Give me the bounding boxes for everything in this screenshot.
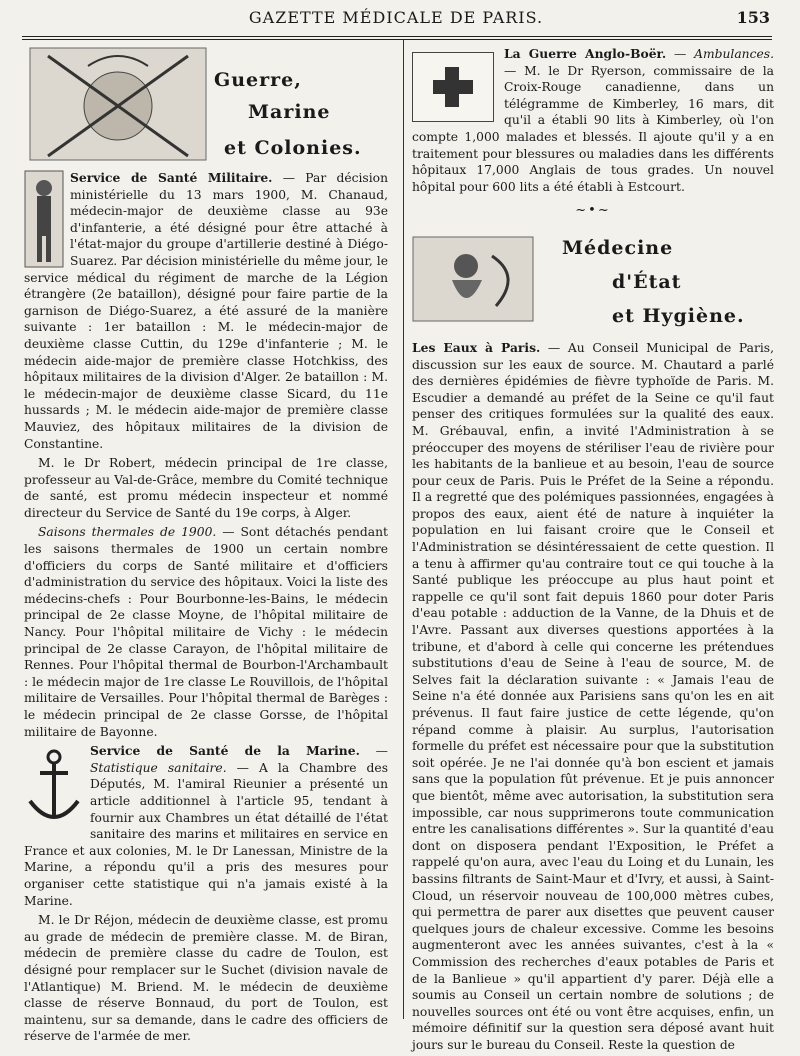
section-title-line1: Guerre, (214, 69, 302, 91)
paragraph-text: — Sont détachés pendant les saisons thermales de 1900 un certain nombre d'officiers du corps de Santé militaire et d'officiers d'administration du service des hôpitaux. Voici la liste des médecins-chefs : Pour Bourbonne-les-Bains, le médecin principal de 2e classe Moyne, de l'hôpital militaire de Nancy. Pour l'hôpital militaire de Vichy : le médecin principal de 2e classe Carayon, de l'hôpital militaire de Rennes. Pour l'hôpital thermal de Bourbon-l'Archambault : le médecin major de 1re classe Le Rouvillois, de l'hôpital militaire de Versailles. Pour l'hôpital thermal de Barèges : le médecin principal de 2e classe Gorsse, de l'hôpital militaire de Bayonne. (24, 525, 388, 739)
soldier-drop-illustration (24, 170, 64, 268)
hygieia-illustration (412, 236, 534, 322)
page-number: 153 (736, 8, 770, 27)
running-header (22, 8, 770, 34)
paragraph-eaux-paris (412, 340, 774, 1054)
section-heading-military (24, 46, 388, 164)
paragraph-heading: Service de Santé de la Marine. (90, 743, 360, 759)
header-rule (22, 36, 772, 40)
paragraph-rejon: M. le Dr Réjon, médecin de deuxième classe, est promu au grade de médecin de première classe. M. de Biran, médecin de première classe du cadre de Toulon, est désigné pour remplacer sur le Suchet (division navale de l'Atlantique) M. Briend. M. le médecin de deuxième classe de réserve Bonnaud, du port de Toulon, est maintenu, sur sa demande, dans le cadre des officiers de réserve de l'armée de mer. (24, 913, 388, 1044)
paragraph-heading: Les Eaux à Paris. (412, 339, 541, 355)
section-title-line3: et Hygiène. (612, 304, 745, 327)
section-title-line2: Marine (248, 101, 331, 123)
journal-title: GAZETTE MÉDICALE DE PARIS. (248, 8, 544, 27)
paragraph-text: — Par décision ministérielle du 13 mars 1900, M. Chanaud, médecin-major de deuxième classe au 93e d'infanterie, a été désigné pour être attaché à l'état-major du groupe d'artillerie destiné à Diégo-Suarez. Par décision ministérielle du même jour, le service médical du régiment de marche de la Légion étrangère (2e bataillon), désigné pour faire partie de la garnison de Diégo-Suarez, a été assuré de la manière suivante : 1er bataillon : M. le médecin-major de deuxième classe Cuttin, du 129e d'infanterie ; M. le médecin aide-major de première classe Hotchkiss, des hôpitaux militaires de la division d'Alger. 2e bataillon : M. le médecin-major de deuxième classe Sicard, du 11e hussards ; M. le médecin aide-major de première classe Mauviez, des hôpitaux militaires de la division de Constantine. (24, 171, 388, 451)
paragraph-text: — A la Chambre des Députés, M. l'amiral Rieunier a présenté un article additionnel à l'article 95, tendant à fournir aux Chambres un état détaillé de l'état sanitaire des marins et militaires en service en France et aux colonies, M. le Dr Lanessan, Ministre de la Marine, a répondu qu'il a pris des mesures pour organiser cette statistique qui n'a jamais existé à la Marine. (24, 760, 389, 908)
paragraph-subheading: — Ambulances. (666, 47, 774, 61)
anchor-illustration (24, 747, 84, 827)
paragraph-text: — Au Conseil Municipal de Paris, discussion sur les eaux de source. M. Chautard a parlé des dernières épidémies de fièvre typhoïde de Paris. M. Escudier a demandé au préfet de la Seine ce qu'il faut penser des critiques formulées sur la qualité des eaux. M. Grébauval, enfin, a invité l'Administration à se préoccuper des moyens de stériliser l'eau de rivière pour les habitants de la banlieue et au besoin, l'eau de source pour ceux de Paris. Puis le Préfet de la Seine a répondu. Il a regretté que des polémiques passionnées, engagées à propos des eaux, aient été de nature à inquiéter la population en lui faisant croire que le Conseil et l'Administration se désintéressaient de cette question. Il a tenu à affirmer qu'au contraire tout ce qui touche à la Santé publique les préoccupe au plus haut point et rappelle ce qu'il sont fait depuis 1860 pour doter Paris d'eau potable : adduction de la Vanne, de la Dhuis et de l'Avre. Passant aux diverses questions apportées à la tribune, et d'abord à celle qui concerne les prétendues substitutions d'eau de Seine à l'eau de source, M. de Selves fait la déclaration suivante : « Jamais l'eau de Seine n'a été donnée aux Parisiens sans qu'on les en ait prévenus. Il faut faire justice de cette légende, qu'on répand comme à plaisir. Au surplus, l'autorisation formelle du préfet est nécessaire pour que la substitution soit opérée. Je ne l'ai donnée qu'à bon escient et jamais sans que la population fût prévenue. Et je puis annoncer que bientôt, même avec autorisation, la substitution sera impossible, car nous supprimerons toute communication entre les canalisations différentes ». Sur la quantité d'eau dont on disposera pendant l'Exposition, le Préfet a rappelé qu'on aura, avec l'eau du Loing et du Lunain, les bassins filtrants de Saint-Maur et d'Ivry, et aussi, à Saint-Cloud, un réservoir nouveau de 100,000 mètres cubes, qui permettra de parer aux disettes que peuvent causer quelques jours de chaleur excessive. Comme les besoins augmenteront avec les années suivantes, c'est à la « Commission des recherches d'eaux potables de Paris et de la Banlieue » qu'il appartient d'y parer. Déjà elle a soumis au Conseil un certain nombre de solutions ; de nouvelles sources ont été ou vont être acquises, enfin, un mémoire définitif sur la question sera déposé avant huit jours sur le bureau du Conseil. Reste la question de (412, 340, 774, 1052)
paragraph-service-sante (24, 170, 388, 452)
column-rule (403, 40, 404, 1019)
section-title-line3: et Colonies. (224, 137, 362, 159)
section-title-line1: Médecine (562, 236, 674, 259)
section-title-line2: d'État (612, 270, 682, 293)
ornamental-separator: ~•~ (575, 203, 611, 219)
paragraph-text: — M. le Dr Ryerson, commissaire de la Croix-Rouge canadienne, dans un télégramme de Kimberley, 16 mars, dit qu'il a établi 90 lits à Kimberley, où l'on compte 1,000 malades et blessés. Il ajoute qu'il y a en traitement pour blessures ou maladies dans les différents hôpitaux 17,000 Anglais de tous grades. Un nouvel hôpital pour 600 lits a été établi à Estcourt. (412, 63, 774, 194)
paragraph-saisons (24, 524, 388, 740)
paragraph-robert: M. le Dr Robert, médecin principal de 1re classe, professeur au Val-de-Grâce, membre du Comité technique de santé, est promu médecin inspecteur et nommé directeur du Service de Santé du 19e corps, à Alger. (24, 456, 388, 520)
red-cross-flag-icon (412, 52, 494, 122)
section-heading-hygiene (412, 228, 774, 334)
left-column (24, 46, 388, 1048)
right-column (412, 46, 774, 1056)
paragraph-heading: La Guerre Anglo-Boër. (504, 46, 667, 61)
paragraph-heading: Service de Santé Militaire. (70, 170, 273, 185)
cross-horizontal (433, 80, 473, 94)
paragraph-heading: Saisons thermales de 1900. (38, 525, 217, 540)
paragraph-subheading: — Statistique sanitaire. (90, 744, 388, 775)
military-trophy-illustration (28, 46, 208, 162)
